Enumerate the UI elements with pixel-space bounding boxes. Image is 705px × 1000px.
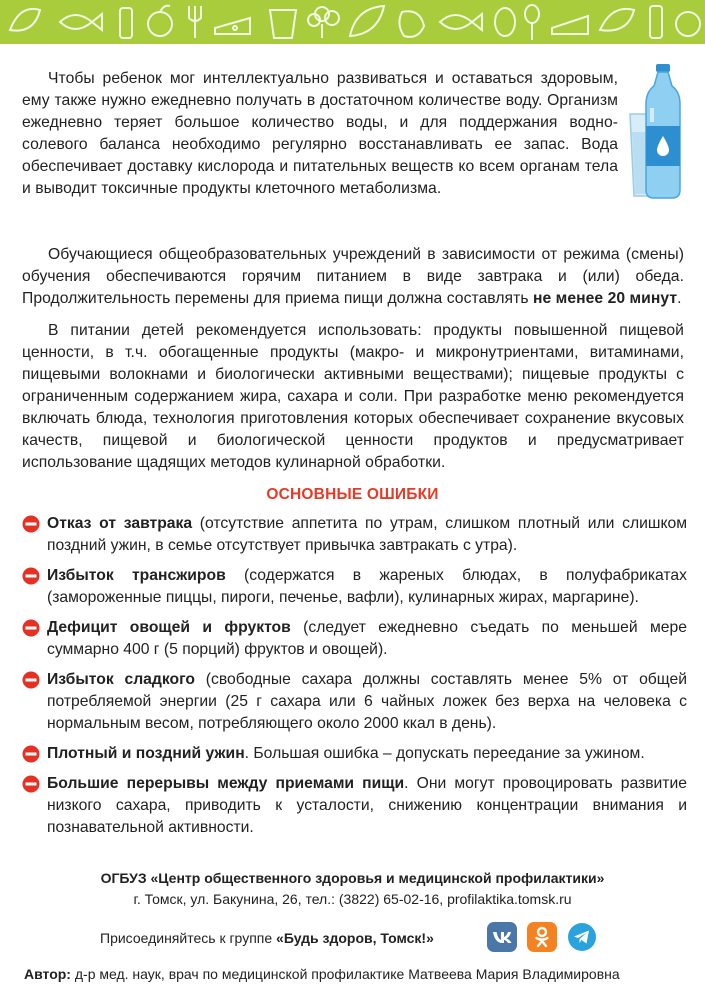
mistake-text: (отсутствие аппетита по утрам, слишком плотный или слишком поздний ужин, в семье отсутствует привычка завтракать с утра). bbox=[47, 515, 687, 554]
mistake-item bbox=[47, 743, 687, 765]
mistake-text: (свободные сахара должны составлять менее 5% от общей потребляемой энергии (25 г сахара или 6 чайных ложек без верха на человека с нормальным весом, потребляющего около 2000 ккал в день). bbox=[47, 671, 688, 732]
intro-paragraph-meals bbox=[22, 244, 684, 310]
mistake-title: Дефицит овощей и фруктов bbox=[47, 619, 291, 636]
paragraph-emphasis: не менее 20 минут bbox=[532, 290, 678, 307]
mistake-item bbox=[47, 565, 687, 609]
mistake-title: Отказ от завтрака bbox=[47, 515, 193, 532]
mistake-text: . Они могут провоцировать развитие низкого сахара, приводить к усталости, снижению концентрации внимания и познавательной активности. bbox=[47, 775, 687, 836]
mistake-item bbox=[47, 773, 687, 839]
no-entry-icon bbox=[22, 745, 40, 763]
telegram-icon[interactable] bbox=[567, 922, 597, 952]
mistake-text: (следует ежедневно съедать по меньшей мере суммарно 400 г (5 порций) фруктов и овощей). bbox=[47, 619, 687, 658]
vk-icon[interactable] bbox=[487, 922, 517, 952]
mistake-title: Избыток трансжиров bbox=[47, 567, 226, 584]
no-entry-icon bbox=[22, 515, 40, 533]
mistake-title: Плотный и поздний ужин bbox=[47, 745, 245, 762]
join-text: Присоединяйтесь к группе bbox=[100, 930, 277, 946]
mistake-item bbox=[47, 513, 687, 557]
author-line bbox=[24, 964, 694, 985]
mistake-text: . Большая ошибка – допускать переедание за ужином. bbox=[244, 745, 645, 762]
water-bottle-glass-icon bbox=[628, 62, 692, 202]
food-pattern-banner bbox=[0, 0, 705, 44]
intro-paragraph-water: Чтобы ребенок мог интеллектуально развиваться и оставаться здоровым, ему также нужно ежедневно получать в достаточном количестве воду. Организм ежедневно теряет большое количество воды, и для поддержания водно-солевого баланса необходимо регулярно восстанавливать ее запас. Вода обеспечивает доставку кислорода и питательных веществ ко всем органам тела и выводит токсичные продукты клеточного метаболизма. bbox=[22, 70, 618, 197]
author-label: Автор: bbox=[24, 966, 71, 982]
mistake-text: (содержатся в жареных блюдах, в полуфабрикатах (замороженные пиццы, пироги, печенье, вафли), кулинарных жирах, маргарине). bbox=[47, 567, 687, 606]
odnoklassniki-icon[interactable] bbox=[527, 922, 557, 952]
author-text: д-р мед. наук, врач по медицинской профилактике Матвеева Мария Владимировна bbox=[70, 966, 620, 982]
social-links bbox=[487, 922, 597, 952]
intro-paragraph-nutrition: В питании детей рекомендуется использовать: продукты повышенной пищевой ценности, в т.ч. обогащенные продукты (макро- и микронутриентами, витаминами, пищевыми волокнами и биологически активными веществами); пищевые продукты с ограниченным содержанием жира, сахара и соли. При разработке меню рекомендуется включать блюда, технология приготовления которых обеспечивает сохранение вкусовых качеств, пищевой и биологической ценности продуктов и предусматривает использование щадящих методов кулинарной обработки. bbox=[22, 322, 684, 471]
mistake-item bbox=[47, 617, 687, 661]
paragraph-end: . bbox=[677, 290, 682, 307]
no-entry-icon bbox=[22, 775, 40, 793]
no-entry-icon bbox=[22, 619, 40, 637]
no-entry-icon bbox=[22, 671, 40, 689]
mistake-title: Большие перерывы между приемами пищи bbox=[47, 775, 405, 792]
join-group-line bbox=[100, 928, 434, 949]
mistakes-heading: ОСНОВНЫЕ ОШИБКИ bbox=[266, 486, 439, 503]
mistake-title: Избыток сладкого bbox=[47, 671, 195, 688]
organization-name: ОГБУЗ «Центр общественного здоровья и медицинской профилактики» bbox=[100, 870, 605, 886]
no-entry-icon bbox=[22, 567, 40, 585]
paragraph-text: Обучающиеся общеобразовательных учреждений в зависимости от режима (смены) обучения обеспечиваются горячим питанием в виде завтрака и (или) обеда. Продолжительность перемены для приема пищи должна составлять bbox=[22, 246, 684, 307]
group-name: «Будь здоров, Томск!» bbox=[276, 930, 434, 946]
mistake-item bbox=[47, 669, 687, 735]
organization-address: г. Томск, ул. Бакунина, 26, тел.: (3822) 65-02-16, profilaktika.tomsk.ru bbox=[133, 891, 572, 907]
